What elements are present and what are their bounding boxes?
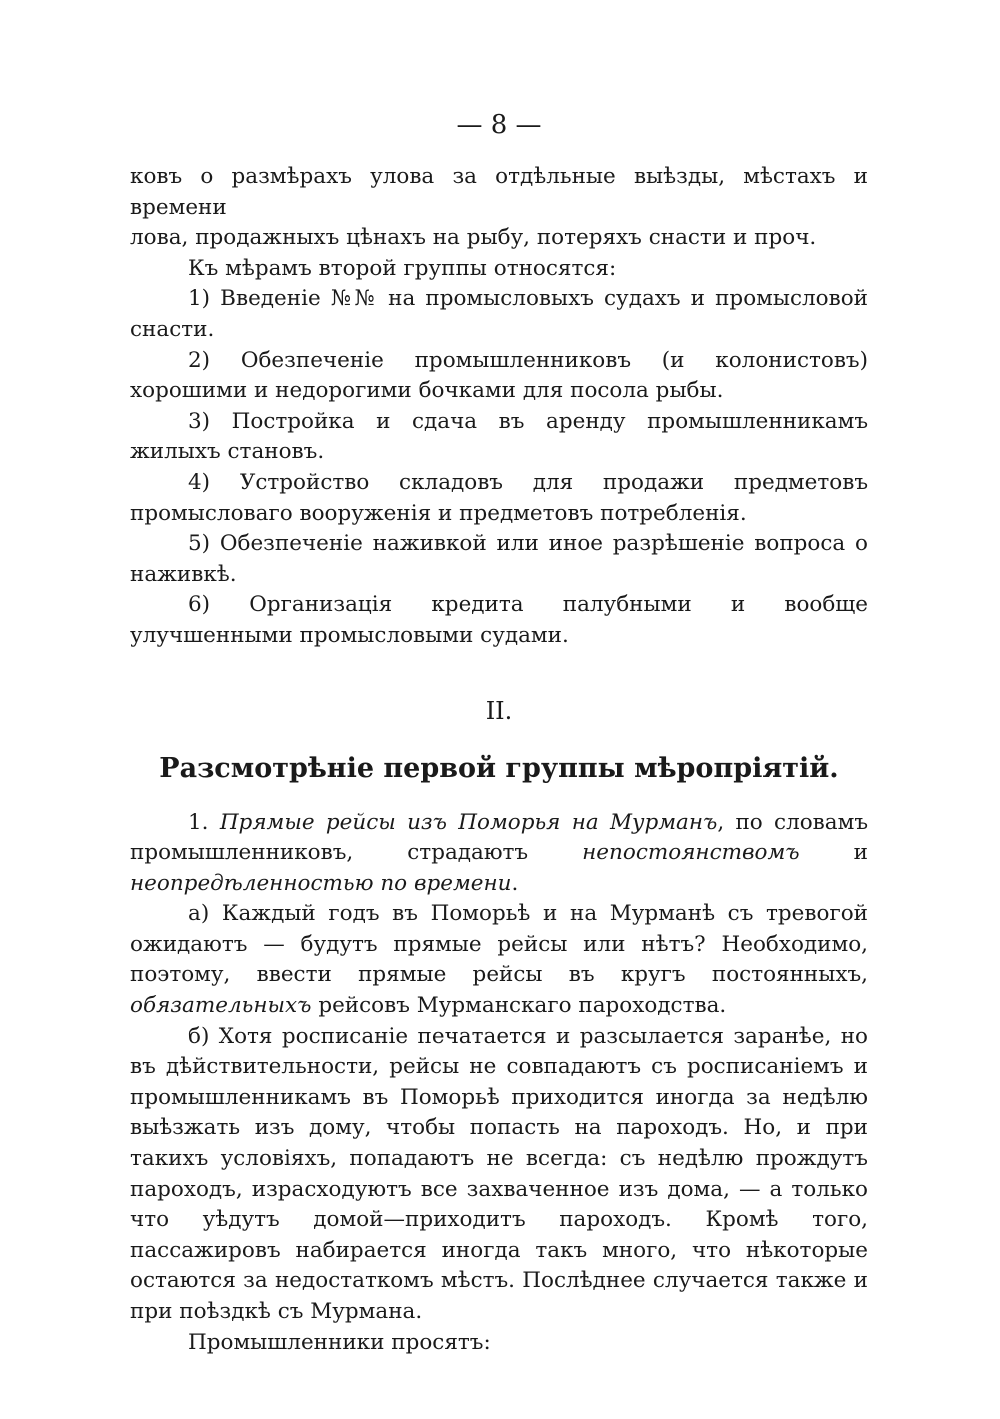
- second-group-heading: Къ мѣрамъ второй группы относятся:: [188, 255, 617, 281]
- page: [130, 110, 868, 1358]
- point-1-italic-2: непостоянствомъ: [582, 840, 800, 866]
- point-a-italic: обязательныхъ: [130, 993, 312, 1019]
- point-a-text-2: рейсовъ Мурманскаго пароходства.: [311, 993, 727, 1019]
- point-1-text-3: .: [511, 870, 519, 896]
- point-1-text-2: и: [799, 840, 868, 866]
- measure-item: 3) Постройка и сдача въ аренду промышленникамъ жилыхъ становъ.: [130, 408, 868, 465]
- measure-item: 1) Введеніе №№ на промысловыхъ судахъ и промысловой снасти.: [130, 286, 868, 342]
- closing-line: Промышленники просятъ:: [188, 1329, 491, 1355]
- measure-item: 2) Обезпеченіе промышленниковъ (и колонистовъ) хорошими и недорогими бочками для посола рыбы.: [130, 347, 868, 404]
- measure-item: 6) Организація кредита палубными и вообще улучшенными промысловыми судами.: [130, 592, 868, 648]
- measure-item: 5) Обезпеченіе наживкой или иное разрѣшеніе вопроса о наживкѣ.: [130, 531, 868, 587]
- intro-line-1: ковъ о размѣрахъ улова за отдѣльные выѣзды, мѣстахъ и времени: [130, 164, 868, 220]
- section-number: II.: [485, 696, 513, 725]
- point-1-italic-1: Прямые рейсы изъ Поморья на Мурманъ: [219, 809, 718, 835]
- point-1-text-1: , по словамъ промышленниковъ, страдаютъ: [130, 809, 868, 866]
- page-number: — 8 —: [456, 110, 542, 140]
- point-1: [130, 808, 868, 900]
- intro-line-2: лова, продажныхъ цѣнахъ на рыбу, потеряхъ снасти и проч.: [130, 225, 817, 251]
- point-1-italic-3: неопредѣленностью по времени: [130, 870, 512, 896]
- point-a: [130, 899, 868, 1021]
- measure-item: 4) Устройство складовъ для продажи предметовъ промысловаго вооруженія и предметовъ потребленія.: [130, 469, 868, 526]
- point-a-text-1: а) Каждый годъ въ Поморьѣ и на Мурманѣ съ тревогой ожидаютъ — будутъ прямые рейсы или нѣтъ? Необходимо, поэтому, ввести прямые рейсы въ кругъ постоянныхъ,: [130, 901, 868, 988]
- section-title: Разсмотрѣніе первой группы мѣропріятій.: [159, 752, 839, 784]
- point-1-number: 1.: [188, 809, 209, 835]
- point-b: б) Хотя росписаніе печатается и разсылается заранѣе, но въ дѣйствительности, рейсы не совпадаютъ съ росписаніемъ и промышленникамъ въ Поморьѣ приходится иногда за недѣлю выѣзжать изъ дому, чтобы попасть на пароходъ. Но, и при такихъ условіяхъ, попадаютъ не всегда: съ недѣлю прождутъ пароходъ, израсходуютъ все захваченное изъ дома, — а только что уѣдутъ домой—приходитъ пароходъ. Кромѣ того, пассажировъ набирается иногда такъ много, что нѣкоторые остаются за недостаткомъ мѣстъ. Послѣднее случается также и при поѣздкѣ съ Мурмана.: [130, 1023, 868, 1324]
